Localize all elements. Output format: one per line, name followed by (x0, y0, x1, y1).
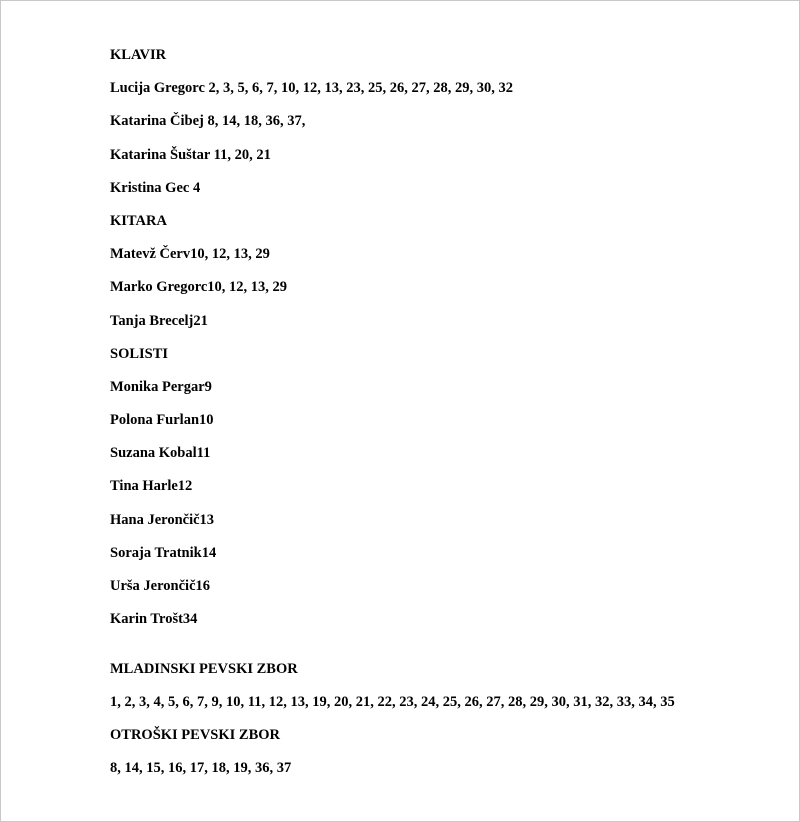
text-line: Polona Furlan10 (110, 412, 214, 429)
section-heading-solisti: SOLISTI (110, 345, 169, 362)
section-heading-kitara: KITARA (110, 212, 167, 229)
text-line: 8, 14, 15, 16, 17, 18, 19, 36, 37 (110, 760, 292, 777)
text-line: Katarina Čibej 8, 14, 18, 36, 37, (110, 113, 306, 130)
text-line: Karin Trošt34 (110, 611, 198, 628)
text-line: Soraja Tratnik14 (110, 544, 217, 561)
text-line: 1, 2, 3, 4, 5, 6, 7, 9, 10, 11, 12, 13, 19, 20, 21, 22, 23, 24, 25, 26, 27, 28, 29, 30, 31, 32, 33, 34, 35 (110, 693, 675, 710)
text-line: Suzana Kobal11 (110, 445, 211, 462)
text-line: Tina Harle12 (110, 478, 193, 495)
text-line: Matevž Červ10, 12, 13, 29 (110, 246, 270, 263)
text-line: Lucija Gregorc 2, 3, 5, 6, 7, 10, 12, 13, 23, 25, 26, 27, 28, 29, 30, 32 (110, 80, 514, 97)
text-line: Katarina Šuštar 11, 20, 21 (110, 146, 271, 163)
text-line: Tanja Brecelj21 (110, 312, 208, 329)
section-heading-klavir: KLAVIR (110, 47, 167, 63)
section-heading-mladinski-pevski-zbor: MLADINSKI PEVSKI ZBOR (110, 660, 298, 677)
text-line: Urša Jerončič16 (110, 578, 210, 594)
text-line: Hana Jerončič13 (110, 511, 215, 528)
text-line: Kristina Gec 4 (110, 179, 201, 196)
text-line: Marko Gregorc10, 12, 13, 29 (110, 279, 288, 296)
document-content (110, 46, 790, 792)
section-heading-otroski-pevski-zbor: OTROŠKI PEVSKI ZBOR (110, 727, 281, 744)
text-line: Monika Pergar9 (110, 378, 212, 395)
